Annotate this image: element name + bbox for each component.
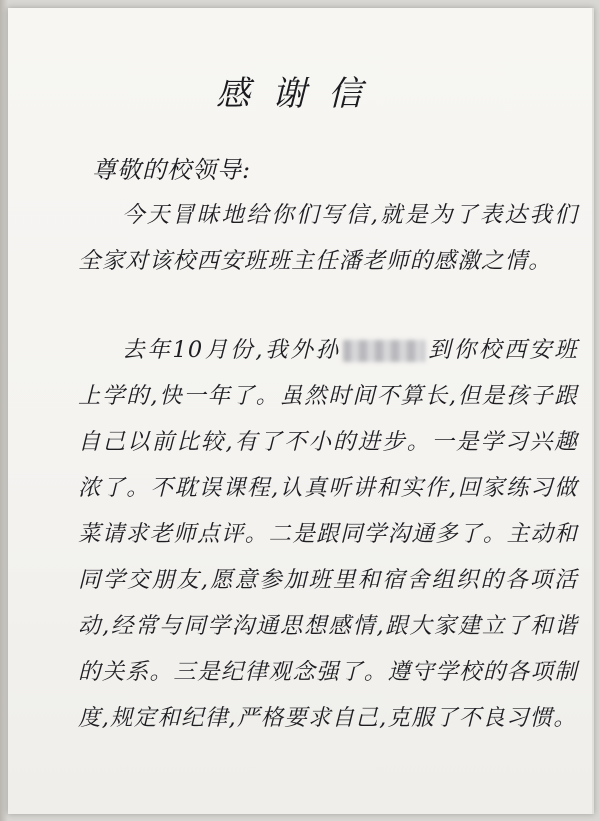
letter-paragraph-1: 今天冒昧地给你们写信,就是为了表达我们全家对该校西安班班主任潘老师的感激之情。	[78, 202, 578, 274]
letter-salutation: 尊敬的校领导:	[92, 156, 252, 184]
page-edge-shadow	[0, 0, 8, 821]
letter-title: 感谢信	[216, 74, 384, 114]
letter-paragraph-2	[78, 327, 578, 741]
redacted-name	[343, 340, 425, 362]
paragraph-2-after-name: 到你校西安班上学的,快一年了。虽然时间不算长,但是孩子跟自己以前比较,有了不小的进步。一是学习兴趣浓了。不耽误课程,认真听讲和实作,回家练习做菜请求老师点评。二是跟同学沟通多了。主动和同学交朋友,愿意参加班里和宿舍组织的各项活动,经常与同学沟通思想感情,跟大家建立了和谐的关系。三是纪律观念强了。遵守学校的各项制度,规定和纪律,严格要求自己,克服了不良习惯。	[78, 337, 578, 731]
letter-paper	[8, 8, 594, 814]
paragraph-2-before-name: 去年10月份,我外孙	[122, 337, 341, 363]
